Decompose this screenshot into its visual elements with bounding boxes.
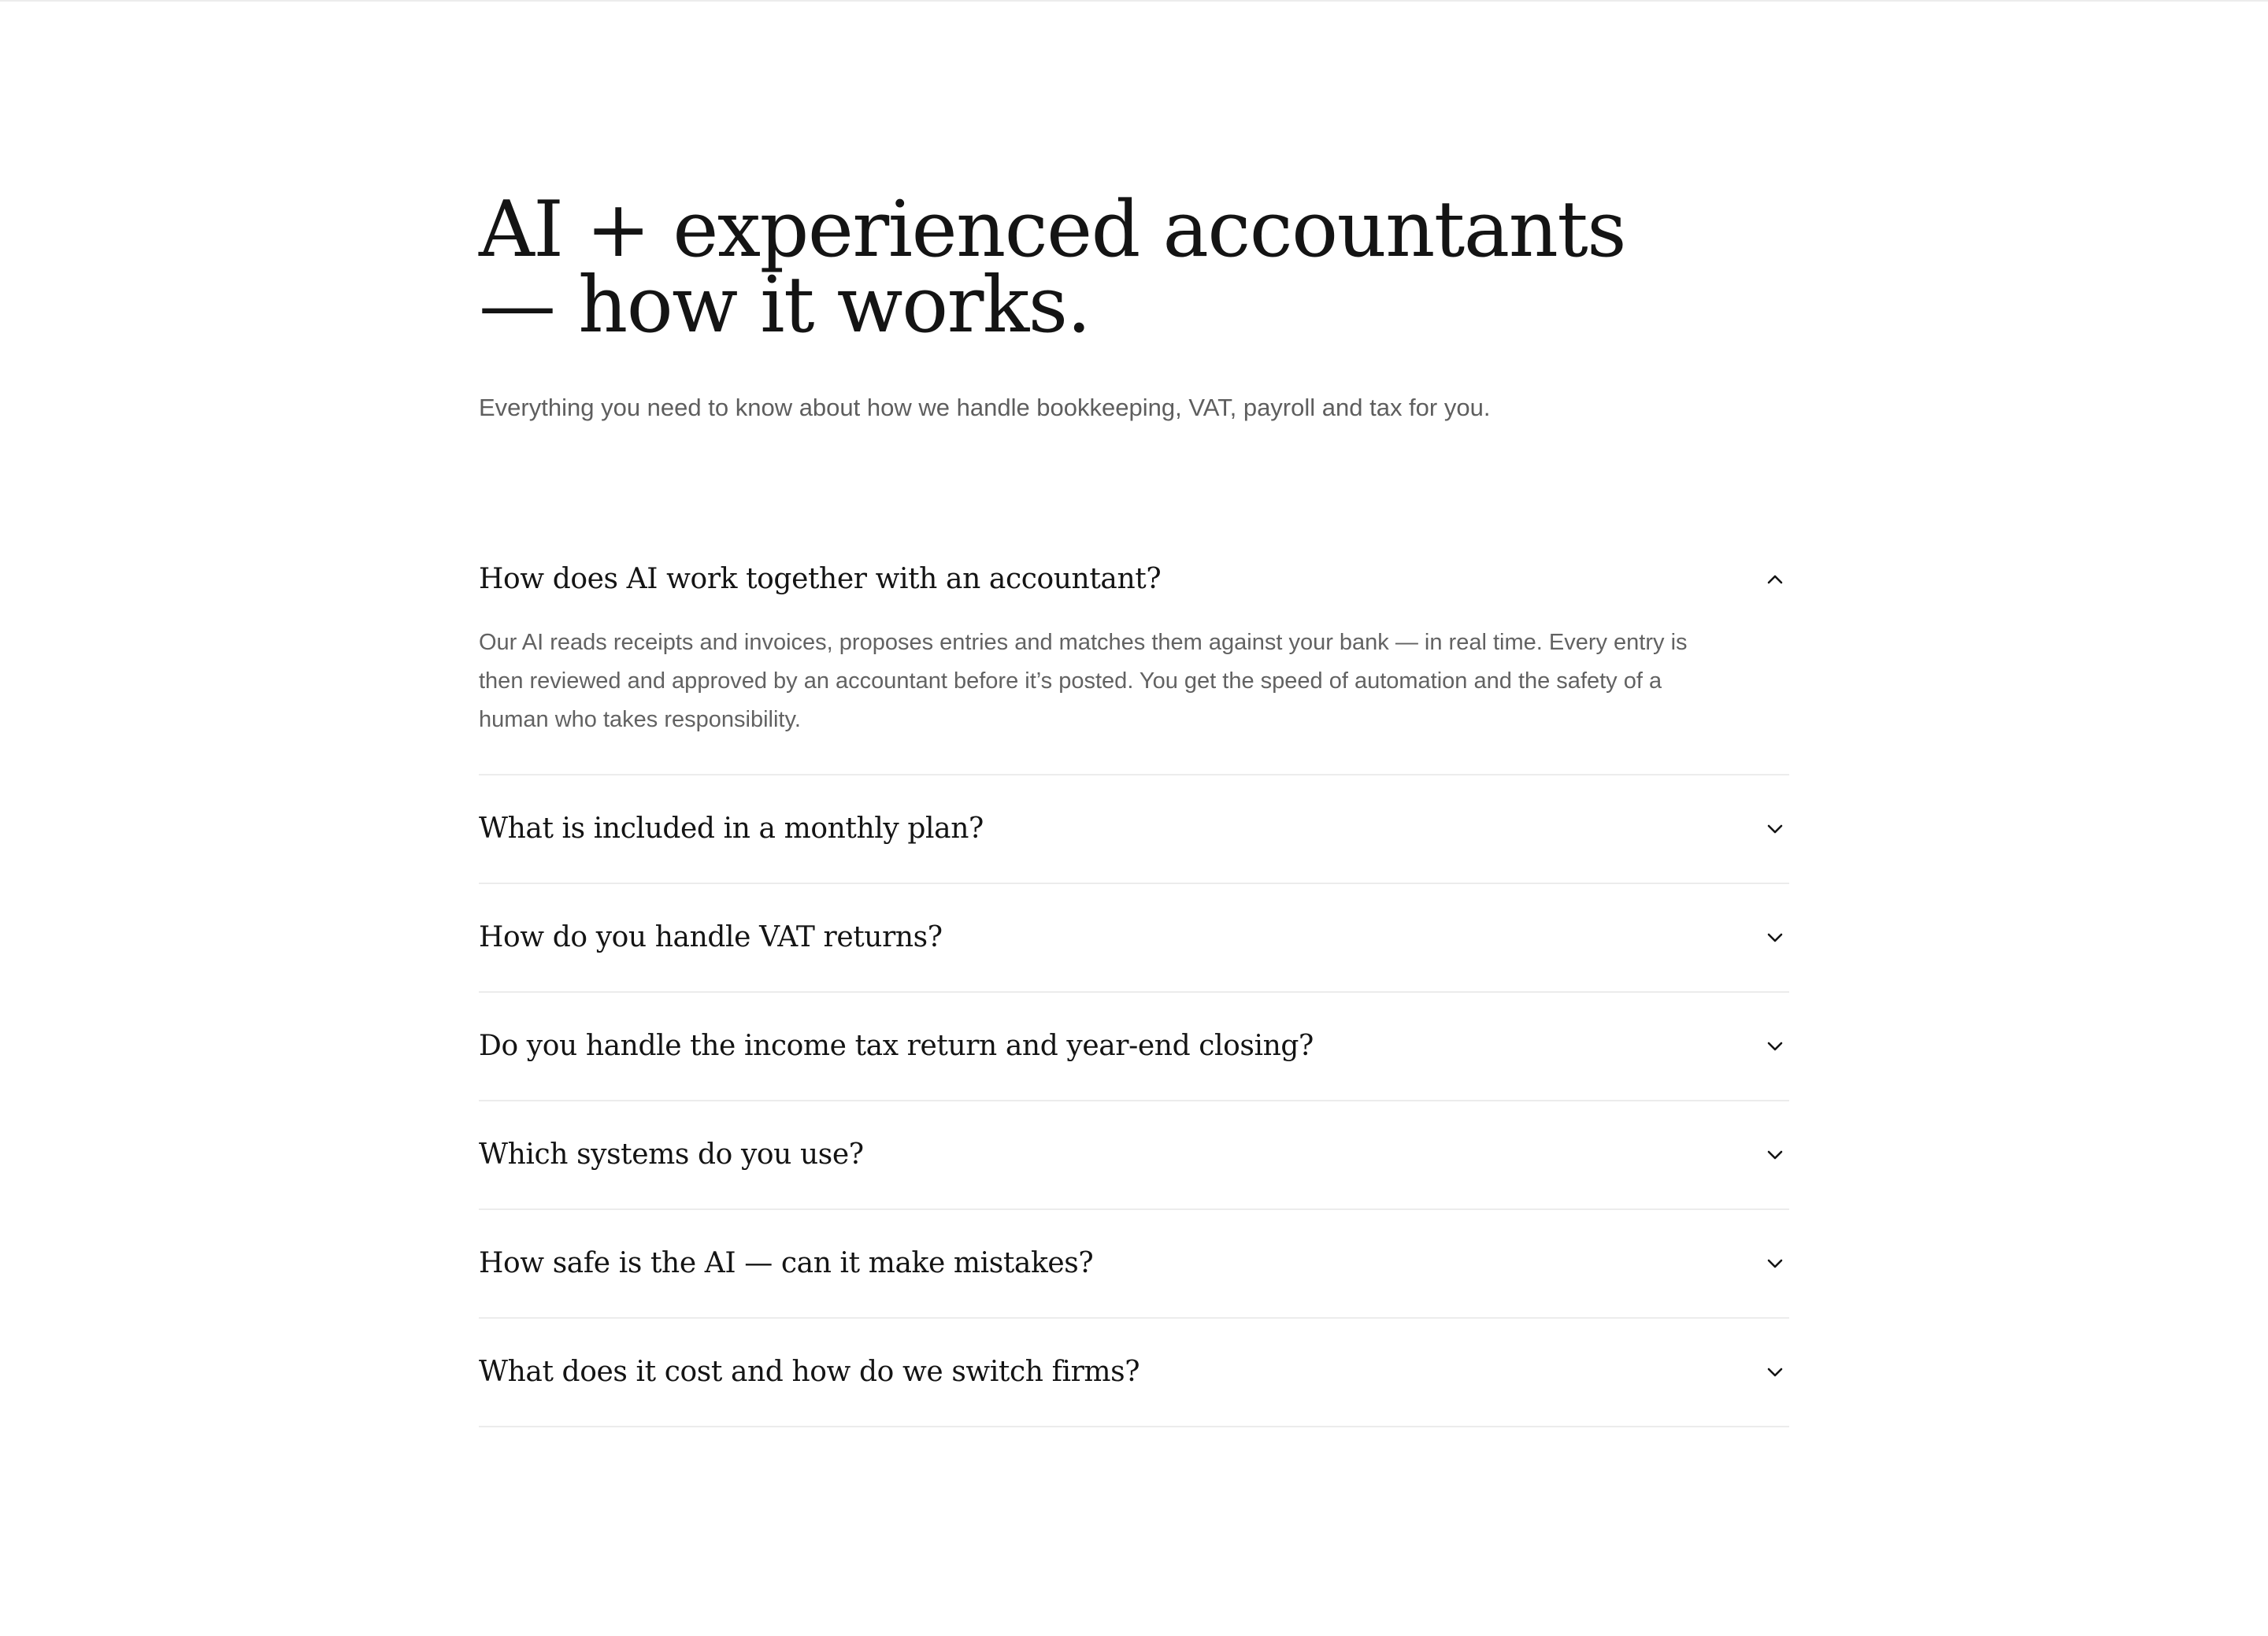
faq-item — [479, 1319, 1789, 1427]
faq-question-text: How does AI work together with an accountant? — [479, 563, 1162, 595]
faq-question-toggle[interactable] — [479, 884, 1789, 991]
faq-item — [479, 535, 1789, 775]
faq-item — [479, 775, 1789, 884]
chevron-down-icon[interactable] — [1764, 1253, 1786, 1275]
page-title-line-1: AI + experienced accountants — [479, 185, 1625, 275]
faq-question-text: What is included in a monthly plan? — [479, 812, 984, 845]
faq-question-text: Which systems do you use? — [479, 1138, 864, 1171]
faq-question-text: How safe is the AI — can it make mistakes? — [479, 1247, 1094, 1279]
faq-question-text: What does it cost and how do we switch firms? — [479, 1356, 1140, 1388]
faq-item — [479, 884, 1789, 993]
chevron-up-icon[interactable] — [1764, 568, 1786, 590]
faq-question-toggle[interactable] — [479, 775, 1789, 883]
faq-accordion — [479, 535, 1789, 1427]
faq-item — [479, 1210, 1789, 1319]
page-title — [479, 185, 1660, 350]
page-title-line-2: — how it works. — [479, 261, 1091, 350]
chevron-down-icon[interactable] — [1764, 1035, 1786, 1057]
page-subtitle: Everything you need to know about how we handle bookkeeping, VAT, payroll and tax for you. — [479, 394, 1491, 421]
faq-item — [479, 1101, 1789, 1210]
chevron-down-icon[interactable] — [1764, 818, 1786, 840]
chevron-down-icon[interactable] — [1764, 1361, 1786, 1383]
faq-question-toggle[interactable] — [479, 1210, 1789, 1317]
faq-question-toggle[interactable] — [479, 535, 1789, 624]
top-divider — [0, 0, 2268, 2]
faq-question-text: How do you handle VAT returns? — [479, 921, 943, 953]
chevron-down-icon[interactable] — [1764, 1144, 1786, 1166]
faq-question-toggle[interactable] — [479, 1319, 1789, 1426]
faq-question-text: Do you handle the income tax return and year-end closing? — [479, 1030, 1314, 1062]
chevron-down-icon[interactable] — [1764, 927, 1786, 949]
faq-answer-text: Our AI reads receipts and invoices, proposes entries and matches them against your bank — in real time. Every entry is then reviewed and approved by an accountant before it’s posted. You get the speed of automation and the safety of a human who takes responsibility. — [479, 630, 1688, 732]
faq-question-toggle[interactable] — [479, 1101, 1789, 1208]
faq-question-toggle[interactable] — [479, 993, 1789, 1100]
faq-item — [479, 993, 1789, 1101]
